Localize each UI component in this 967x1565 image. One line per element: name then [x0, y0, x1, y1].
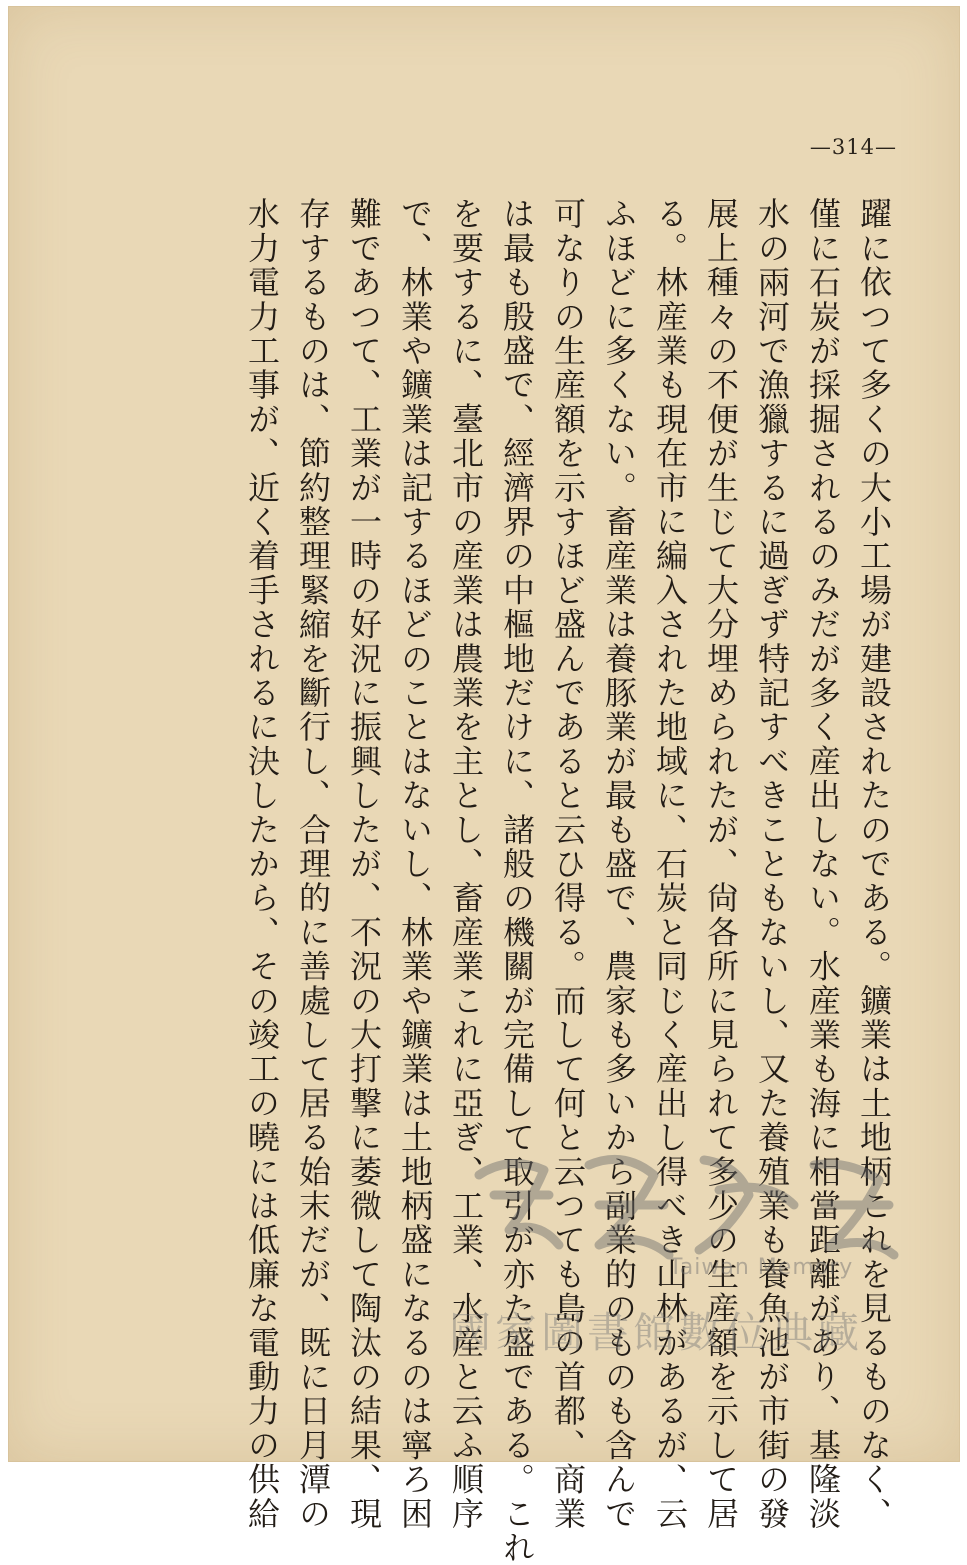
text-line: ふほどに多くない。畜産業は養豚業が最も盛で、農家も多いから副業的のものも含んで [600, 197, 638, 1531]
vertical-text-body [236, 197, 899, 1565]
text-line: 難であつて、工業が一時の好況に振興したが、不況の大打撃に萎微して陶汰の結果、現 [345, 197, 383, 1531]
text-line: 展上種々の不便が生じて大分埋められたが、尙各所に見られて多少の生産額を示して居 [702, 197, 740, 1531]
text-line: 水の兩河で漁獵するに過ぎず特記すべきこともないし、又た養殖業も養魚池が市街の發 [753, 197, 791, 1531]
text-line: る。林産業も現在市に編入された地域に、石炭と同じく産出し得べき山林があるが、云 [651, 197, 689, 1531]
text-line: 可なりの生産額を示すほど盛んであると云ひ得る。而して何と云つても島の首都、商業 [549, 197, 587, 1531]
watermark-caption: 國家圖書館數位典藏 [449, 1308, 864, 1357]
text-line: 僅に石炭が採掘されるのみだが多く産出しない。水産業も海に相當距離があり、基隆淡 [804, 197, 842, 1531]
text-line: は最も殷盛で、經濟界の中樞地だけに、諸般の機關が完備して取引が亦た盛である。これ [498, 197, 536, 1565]
watermark-latin-text: Taiwan Memory [669, 1255, 854, 1280]
text-line: 存するものは、節約整理緊縮を斷行し、合理的に善處して居る始末だが、既に日月潭の [294, 197, 332, 1531]
scanned-page [8, 6, 960, 1565]
text-line: 躍に依つて多くの大小工場が建設されたのである。鑛業は土地柄これを見るものなく、 [855, 197, 893, 1531]
text-line: を要するに、臺北市の産業は農業を主とし、畜産業これに亞ぎ、工業、水産と云ふ順序 [447, 197, 485, 1531]
page-number: —314— [809, 135, 897, 159]
text-line: 水力電力工事が、近く着手されるに決したから、その竣工の曉には低廉な電動力の供給 [243, 197, 281, 1531]
text-line: で、林業や鑛業は記するほどのことはないし、林業や鑛業は土地柄盛になるのは寧ろ困 [396, 197, 434, 1531]
